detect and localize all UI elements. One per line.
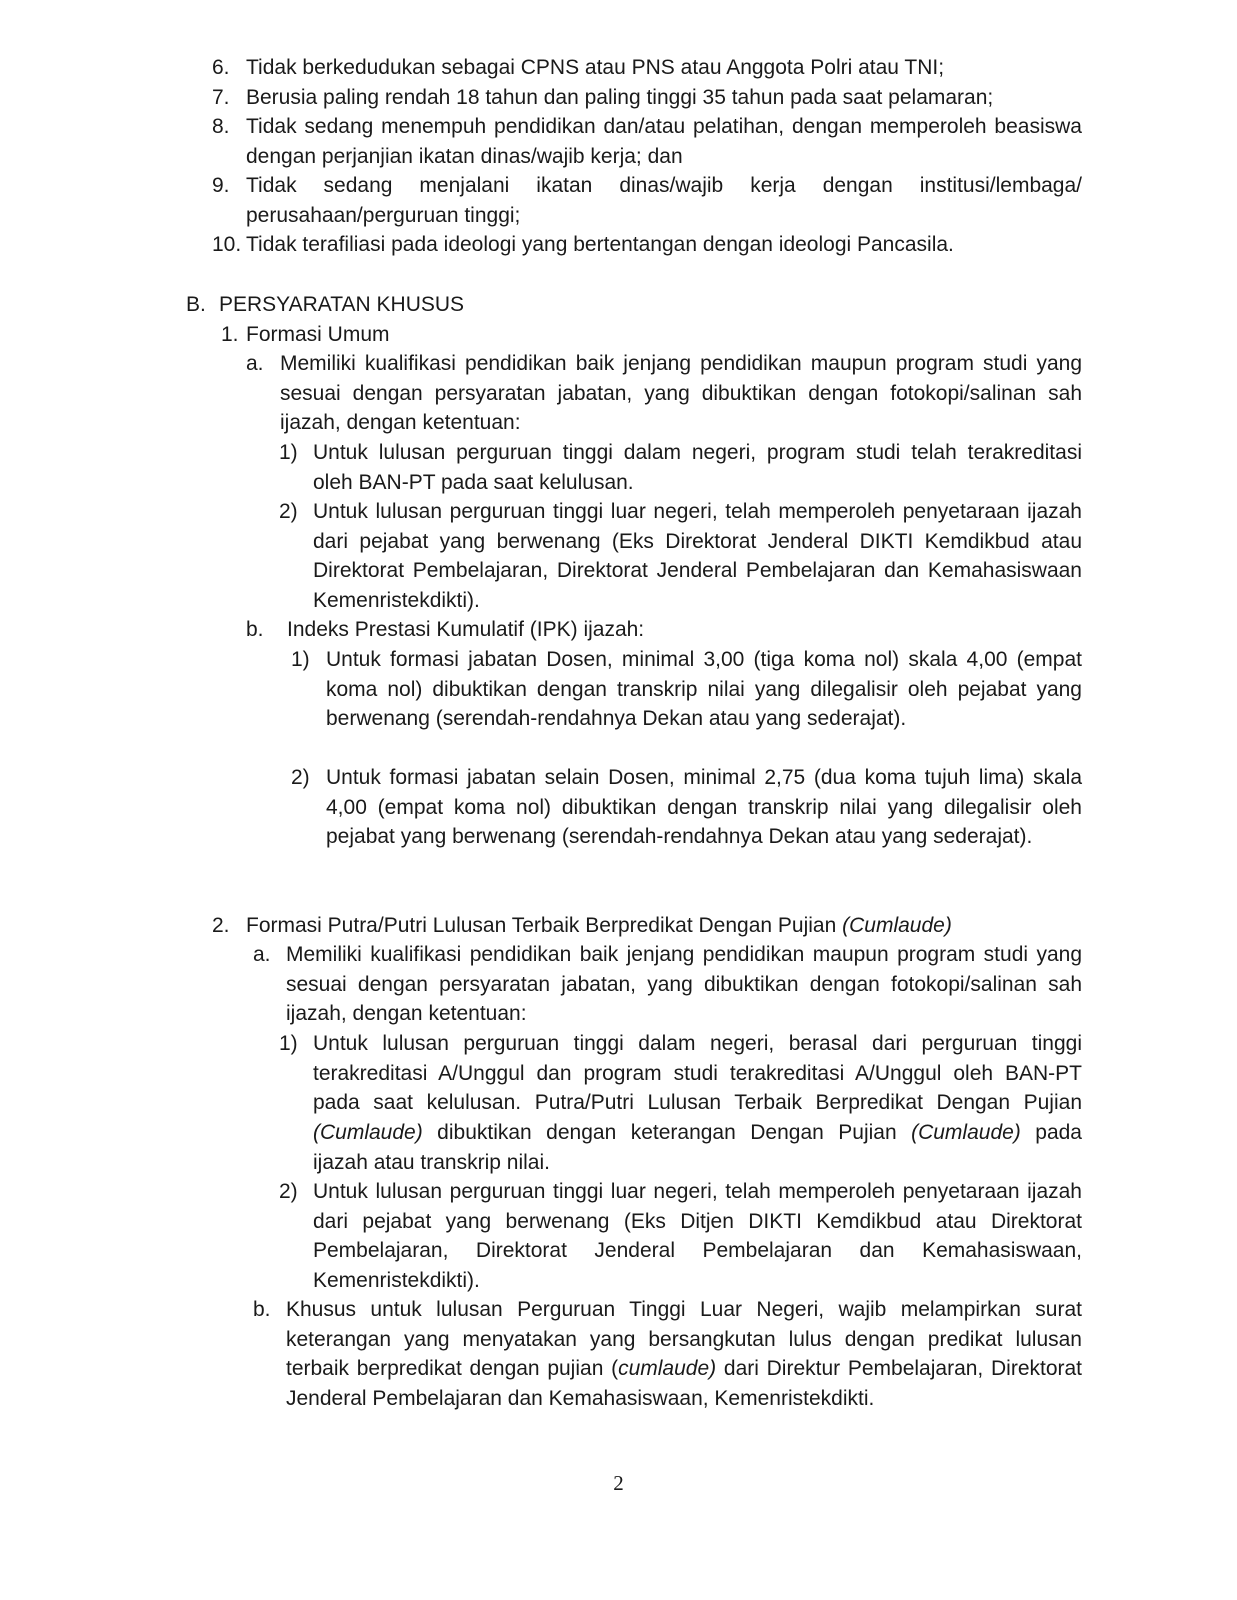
formasi-umum-heading (221, 320, 390, 350)
item-letter: b. (253, 1298, 271, 1321)
item-text: Indeks Prestasi Kumulatif (IPK) ijazah: (287, 618, 645, 641)
item-text: Khusus untuk lulusan Perguruan Tinggi Luar Negeri, wajib melampirkan surat keterangan yang menyatakan yang bersangkutan lulus dengan predikat lulusan terbaik berpredikat dengan pujian ( (286, 1298, 1082, 1381)
formasi-umum-b-1 (291, 645, 1082, 734)
formasi-cumlaude-heading (212, 911, 952, 941)
section-letter: B. (186, 293, 206, 316)
item-number: 2) (279, 500, 298, 523)
page-number: 2 (613, 1471, 624, 1495)
item-italic-text: (Cumlaude) (911, 1121, 1021, 1145)
item-number: 2) (291, 766, 310, 789)
item-text: Untuk formasi jabatan Dosen, minimal 3,00 (tiga koma nol) skala 4,00 (empat koma nol) dibuktikan dengan transkrip nilai yang dilegalisir oleh pejabat yang berwenang (serendah-rendahnya Dekan atau yang sederajat). (326, 648, 1082, 731)
subsection-title: Formasi Umum (246, 323, 390, 346)
list-item-7 (212, 83, 1082, 113)
subsection-title-italic: (Cumlaude) (842, 914, 952, 937)
item-italic-text: (Cumlaude) (313, 1121, 423, 1145)
list-number: 6. (212, 56, 230, 79)
list-text: Tidak berkedudukan sebagai CPNS atau PNS atau Anggota Polri atau TNI; (246, 56, 945, 79)
list-item-6 (212, 53, 1082, 83)
list-number: 10. (212, 233, 242, 256)
list-text: Tidak terafiliasi pada ideologi yang bertentangan dengan ideologi Pancasila. (246, 233, 954, 256)
item-text: dari Direktur Pembelajaran, Direktorat Jenderal Pembelajaran dan Kemahasiswaan, Kemenristekdikti. (286, 1357, 1083, 1411)
list-text: Berusia paling rendah 18 tahun dan paling tinggi 35 tahun pada saat pelamaran; (246, 86, 994, 109)
item-letter: a. (253, 943, 271, 966)
item-number: 1) (279, 1032, 298, 1055)
item-number: 1) (291, 648, 310, 671)
list-number: 8. (212, 115, 230, 138)
formasi-umum-a-2 (279, 497, 1082, 616)
item-number: 2) (279, 1180, 298, 1203)
list-text: Tidak sedang menjalani ikatan dinas/wajib kerja dengan institusi/lembaga/ perusahaan/perguruan tinggi; (246, 174, 1082, 227)
subsection-number: 1. (221, 323, 239, 346)
list-text: Tidak sedang menempuh pendidikan dan/atau pelatihan, dengan memperoleh beasiswa dengan perjanjian ikatan dinas/wajib kerja; dan (246, 115, 1082, 168)
item-text: Untuk formasi jabatan selain Dosen, minimal 2,75 (dua koma tujuh lima) skala 4,00 (empat koma nol) dibuktikan dengan transkrip nilai yang dilegalisir oleh pejabat yang berwenang (serendah-rendahnya Dekan atau yang sederajat). (326, 766, 1082, 849)
formasi-umum-a-1 (279, 438, 1082, 497)
item-text: Untuk lulusan perguruan tinggi luar negeri, telah memperoleh penyetaraan ijazah dari pejabat yang berwenang (Eks Ditjen DIKTI Kemdikbud atau Direktorat Pembelajaran, Direktorat Jenderal Pembelajaran dan Kemahasiswaan, Kemenristekdikti). (313, 1180, 1082, 1293)
item-text: pada ijazah atau transkrip nilai. (313, 1121, 1082, 1174)
list-item-8 (212, 112, 1082, 171)
item-letter: a. (246, 352, 264, 375)
item-text: Untuk lulusan perguruan tinggi dalam negeri, berasal dari perguruan tinggi terakreditasi A/Unggul dan program studi terakreditasi A/Unggul oleh BAN-PT pada saat kelulusan. Putra/Putri Lulusan Terbaik Berpredikat Dengan Pujian (313, 1032, 1082, 1115)
subsection-title: Formasi Putra/Putri Lulusan Terbaik Berpredikat Dengan Pujian (246, 914, 837, 937)
item-text: dibuktikan dengan keterangan Dengan Pujian (437, 1121, 897, 1145)
item-text: Untuk lulusan perguruan tinggi luar negeri, telah memperoleh penyetaraan ijazah dari pejabat yang berwenang (Eks Direktorat Jenderal DIKTI Kemdikbud atau Direktorat Pembelajaran, Direktorat Jenderal Pembelajaran dan Kemahasiswaan Kemenristekdikti). (313, 500, 1082, 613)
section-b-heading (186, 290, 465, 320)
formasi-cumlaude-a-2 (279, 1177, 1082, 1296)
item-text: Untuk lulusan perguruan tinggi dalam negeri, program studi telah terakreditasi oleh BAN-PT pada saat kelulusan. (313, 441, 1082, 494)
formasi-cumlaude-item-a (253, 940, 1082, 1029)
item-number: 1) (279, 441, 298, 464)
formasi-umum-item-a (246, 349, 1082, 438)
item-text: Memiliki kualifikasi pendidikan baik jenjang pendidikan maupun program studi yang sesuai dengan persyaratan jabatan, yang dibuktikan dengan fotokopi/salinan sah ijazah, dengan ketentuan: (286, 943, 1082, 1026)
formasi-cumlaude-a-1 (279, 1029, 1082, 1178)
item-letter: b. (246, 618, 264, 641)
section-title: PERSYARATAN KHUSUS (219, 293, 465, 316)
list-number: 7. (212, 86, 230, 109)
list-number: 9. (212, 174, 230, 197)
item-text: Memiliki kualifikasi pendidikan baik jenjang pendidikan maupun program studi yang sesuai dengan persyaratan jabatan, yang dibuktikan dengan fotokopi/salinan sah ijazah, dengan ketentuan: (280, 352, 1082, 435)
subsection-number: 2. (212, 914, 230, 937)
formasi-umum-b-2 (291, 763, 1082, 852)
list-item-10 (212, 230, 1082, 260)
list-item-9 (212, 171, 1082, 230)
formasi-umum-item-b (246, 615, 1082, 645)
formasi-cumlaude-item-b (253, 1295, 1083, 1414)
item-italic-text: cumlaude) (618, 1357, 717, 1381)
